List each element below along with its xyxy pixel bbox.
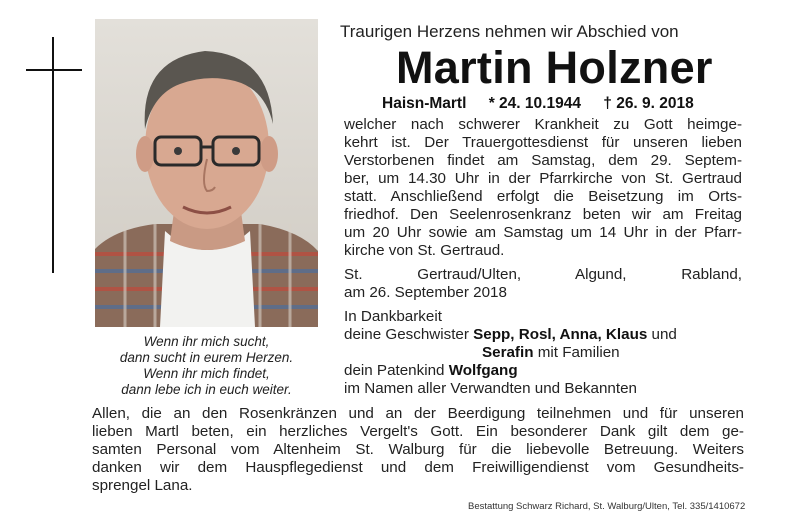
thanks-line: sprengel Lana. bbox=[92, 477, 193, 494]
funeral-home-footer: Bestattung Schwarz Richard, St. Walburg/Ulten, Tel. 335/1410672 bbox=[468, 501, 746, 512]
relatives-line: im Namen aller Verwandten und Bekannten bbox=[344, 380, 637, 397]
poem-line: Wenn ihr mich sucht, bbox=[143, 334, 270, 349]
poem-line: dann lebe ich in euch weiter. bbox=[121, 382, 292, 397]
poem-line: Wenn ihr mich findet, bbox=[143, 366, 270, 381]
poem-line: dann sucht in eurem Herzen. bbox=[119, 350, 294, 365]
godchild-line bbox=[344, 362, 518, 380]
siblings-prefix: deine Geschwister bbox=[344, 326, 469, 343]
announcement-line: um 20 Uhr sowie am Samstag um 14 Uhr in der Pfarr- bbox=[344, 224, 742, 241]
gratitude-line: In Dankbarkeit bbox=[344, 308, 442, 325]
birth-date: * 24. 10.1944 bbox=[488, 95, 581, 112]
deceased-name: Martin Holzner bbox=[396, 42, 713, 93]
announcement-line: statt. Anschließend erfolgt die Beisetzung im Orts- bbox=[344, 188, 742, 205]
siblings-and: und bbox=[651, 326, 677, 343]
announcement-line: ber, um 14.30 Uhr in der Pfarrkirche von St. Gertraud bbox=[344, 170, 742, 187]
siblings-names: Sepp, Rosl, Anna, Klaus bbox=[473, 326, 648, 343]
announcement-line: friedhof. Den Seelenrosenkranz beten wir am Freitag bbox=[344, 206, 742, 223]
death-date: † 26. 9. 2018 bbox=[603, 95, 694, 112]
portrait-photo bbox=[95, 19, 318, 327]
cross-icon bbox=[52, 37, 54, 273]
siblings-line bbox=[344, 326, 677, 344]
announcement-line: kehrt ist. Der Trauergottesdienst für unseren lieben bbox=[344, 134, 742, 151]
date-line: am 26. September 2018 bbox=[344, 284, 507, 301]
godchild-prefix: dein Patenkind bbox=[344, 362, 445, 379]
cross-icon-bar bbox=[26, 69, 82, 71]
thanks-line: danken wir dem Hauspflegedienst und dem Freiwilligendienst vom Gesundheits- bbox=[92, 459, 744, 476]
thanks-line: lieben Martl beten, ein herzliches Vergelt's Gott. Ein besonderer Dank gilt dem ge- bbox=[92, 423, 744, 440]
announcement-line: welcher nach schwerer Krankheit zu Gott heimge- bbox=[344, 116, 742, 133]
thanks-line: samten Personal vom Altenheim St. Walburg für die liebevolle Betreuung. Weiters bbox=[92, 441, 744, 458]
siblings-suffix: mit Familien bbox=[537, 344, 620, 361]
thanks-line: Allen, die an den Rosenkränzen und an der Beerdigung teilnehmen und für unseren bbox=[92, 405, 744, 422]
siblings-last-name: Serafin bbox=[482, 344, 534, 361]
siblings-line-2 bbox=[482, 344, 620, 362]
obituary-notice bbox=[4, 3, 794, 516]
announcement-line: kirche von St. Gertraud. bbox=[344, 242, 505, 259]
memorial-poem bbox=[95, 334, 318, 398]
life-dates bbox=[382, 95, 694, 113]
intro-text: Traurigen Herzens nehmen wir Abschied von bbox=[340, 22, 679, 41]
nickname: Haisn-Martl bbox=[382, 95, 467, 112]
places-line: St. Gertraud/Ulten, Algund, Rabland, bbox=[344, 266, 742, 283]
announcement-line: Verstorbenen findet am Samstag, dem 29. Septem- bbox=[344, 152, 742, 169]
godchild-name: Wolfgang bbox=[448, 362, 518, 379]
